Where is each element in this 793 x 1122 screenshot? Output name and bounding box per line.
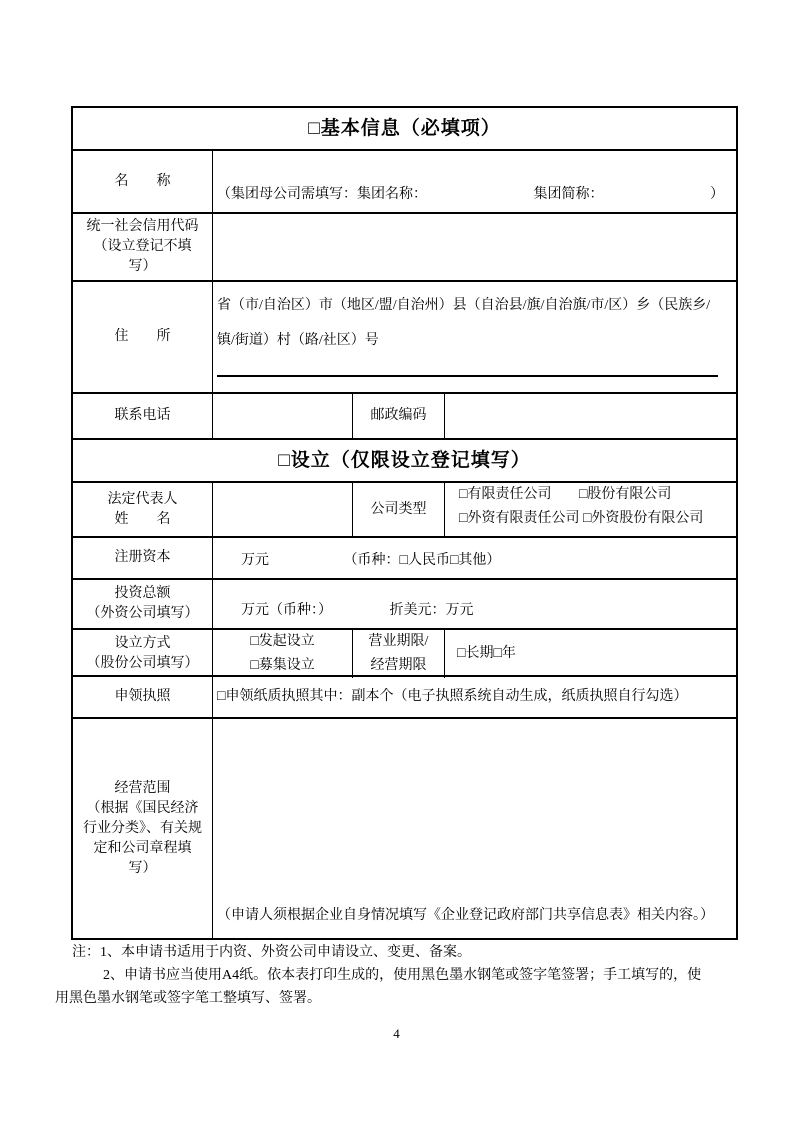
establish-method-options-cell — [212, 630, 352, 678]
registered-capital-content — [213, 551, 736, 578]
section-basic-header-cell — [73, 108, 736, 149]
business-scope-label-line5: 写） — [128, 860, 157, 876]
credit-code-label-line1: 统一社会信用代码 — [86, 219, 199, 234]
investment-usd-label: 折美元：万元 — [389, 603, 474, 618]
name-label-cell — [73, 151, 212, 212]
legal-rep-label-line1: 法定代表人 — [107, 491, 178, 507]
legal-rep-label-cell — [73, 483, 212, 536]
group-note-prefix: （集团母公司需填写：集团名称： — [217, 187, 427, 202]
business-term-label-line2: 经营期限 — [370, 658, 427, 673]
business-term-label-cell — [352, 630, 444, 678]
legal-rep-row — [73, 483, 736, 538]
investment-unit-label: 万元（币种：） — [241, 603, 332, 618]
legal-rep-value-cell[interactable] — [212, 483, 352, 536]
business-scope-label-cell — [73, 719, 212, 938]
establish-method-label-cell — [73, 630, 212, 678]
company-type-option-limited[interactable]: □有限责任公司 — [459, 487, 552, 502]
business-term-options[interactable]: □长期□年 — [457, 646, 516, 661]
address-fill-line[interactable] — [217, 375, 718, 377]
capital-unit-label: 万元 — [241, 553, 269, 568]
company-type-options-line1 — [459, 483, 671, 507]
address-value-cell[interactable] — [212, 282, 736, 392]
address-row — [73, 282, 736, 394]
section-basic-title[interactable]: □基本信息（必填项） — [308, 117, 501, 139]
postal-label-cell — [352, 394, 444, 438]
company-type-options-cell — [444, 483, 736, 536]
footnote-line3: 用黑色墨水钢笔或签字笔工整填写、签署。 — [55, 991, 321, 1006]
address-hint-line2: 镇/街道）村（路/社区）号 — [217, 333, 379, 348]
company-type-option-foreign-limited[interactable]: □外资有限责任公司 — [459, 511, 580, 526]
credit-code-value-cell[interactable] — [212, 214, 736, 280]
credit-code-label-cell — [73, 214, 212, 280]
business-term-label-line1: 营业期限/ — [368, 634, 429, 649]
company-type-options-line2 — [459, 507, 703, 531]
total-investment-label-line2: （外资公司填写） — [86, 606, 199, 621]
establish-method-label-line2: （股份公司填写） — [86, 656, 199, 671]
business-scope-label-line3: 行业分类》、有关规 — [83, 820, 202, 836]
section-establish-header-row — [73, 440, 736, 483]
business-scope-value-cell[interactable] — [212, 719, 736, 938]
total-investment-label-cell — [73, 580, 212, 628]
license-options-cell — [212, 677, 736, 717]
group-note-short-label: 集团简称： — [533, 187, 604, 202]
license-row — [73, 677, 736, 719]
business-scope-label-line1: 经营范围 — [114, 780, 171, 796]
phone-value-cell[interactable] — [212, 394, 352, 438]
name-label: 名 称 — [114, 173, 171, 189]
address-label: 住 所 — [114, 329, 171, 344]
address-hint-line1: 省（市/自治区）市（地区/盟/自治州）县（自治县/旗/自治旗/市/区）乡（民族乡/ — [217, 298, 711, 313]
phone-row — [73, 394, 736, 440]
section-basic-header-row — [73, 108, 736, 151]
phone-label: 联系电话 — [114, 408, 171, 423]
method-option-fundraising[interactable]: □募集设立 — [250, 658, 315, 673]
name-input-area[interactable] — [213, 151, 736, 185]
footnote-line1: 注：1、本申请书适用于内资、外资公司申请设立、变更、备案。 — [72, 945, 471, 960]
total-investment-content — [213, 601, 736, 628]
address-label-cell — [73, 282, 212, 392]
registered-capital-label: 注册资本 — [114, 550, 171, 565]
capital-currency-options[interactable]: （币种：□人民币□其他） — [343, 553, 501, 568]
business-term-options-cell — [444, 630, 736, 678]
company-type-option-foreign-joint-stock[interactable]: □外资股份有限公司 — [582, 511, 704, 526]
name-row — [73, 151, 736, 214]
registration-form-table — [71, 106, 738, 940]
business-scope-label-line2: （根据《国民经济 — [86, 800, 199, 816]
page-number: 4 — [393, 1026, 400, 1041]
group-note — [213, 185, 736, 212]
section-establish-header-cell — [73, 440, 736, 481]
total-investment-row — [73, 580, 736, 630]
footnote-line2: 2、申请书应当使用A4纸。依本表打印生成的，使用黑色墨水钢笔或签字笔签署；手工填写的，使 — [103, 968, 702, 983]
name-value-cell — [212, 151, 736, 212]
method-option-promotion[interactable]: □发起设立 — [250, 634, 315, 649]
company-type-option-joint-stock[interactable]: □股份有限公司 — [578, 487, 672, 502]
group-note-close-paren: ） — [710, 187, 724, 202]
total-investment-label-line1: 投资总额 — [114, 586, 171, 601]
registered-capital-label-cell — [73, 538, 212, 578]
company-type-label: 公司类型 — [370, 501, 427, 517]
registered-capital-row — [73, 538, 736, 580]
company-type-label-cell — [352, 483, 444, 536]
postal-value-cell[interactable] — [444, 394, 736, 438]
section-establish-title[interactable]: □设立（仅限设立登记填写） — [278, 449, 531, 471]
credit-code-row — [73, 214, 736, 282]
credit-code-label-line2: （设立登记不填 — [93, 239, 192, 254]
footnotes — [55, 941, 755, 1010]
postal-label: 邮政编码 — [370, 408, 427, 423]
phone-label-cell — [73, 394, 212, 438]
establish-method-row — [73, 630, 736, 677]
credit-code-label-line3: 写） — [128, 259, 157, 274]
business-scope-label-line4: 定和公司章程填 — [93, 840, 192, 856]
license-option-paper[interactable]: □申领纸质执照其中：副本个（电子执照系统自动生成，纸质执照自行勾选） — [217, 689, 688, 704]
establish-method-label-line1: 设立方式 — [114, 636, 171, 651]
legal-rep-label-line2: 姓 名 — [114, 511, 171, 527]
business-scope-note: （申请人须根据企业自身情况填写《企业登记政府部门共享信息表》相关内容。） — [217, 908, 714, 923]
total-investment-value-cell[interactable] — [212, 580, 736, 628]
business-scope-row — [73, 719, 736, 938]
license-label: 申领执照 — [114, 689, 171, 704]
registered-capital-value-cell[interactable] — [212, 538, 736, 578]
license-label-cell — [73, 677, 212, 717]
